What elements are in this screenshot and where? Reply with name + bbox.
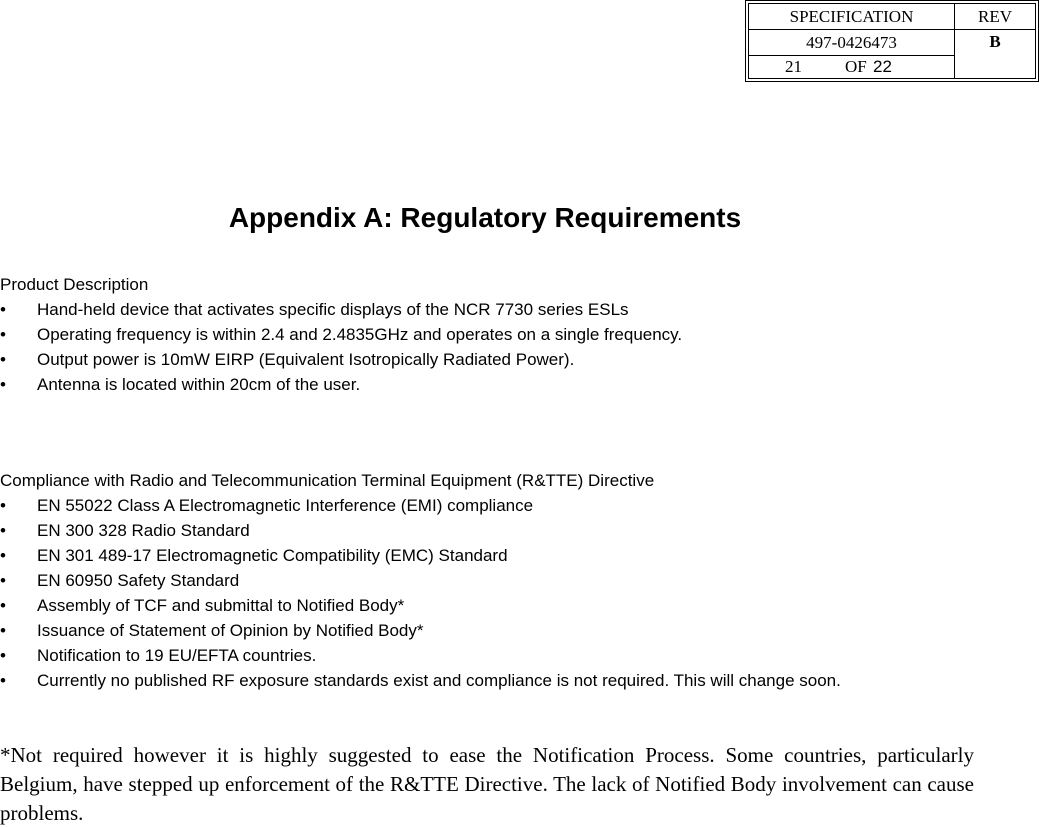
list-item-text: Notification to 19 EU/EFTA countries. (37, 646, 317, 665)
list-item (0, 643, 1000, 668)
list-item-text: Output power is 10mW EIRP (Equivalent Isotropically Radiated Power). (37, 350, 575, 369)
list-item-text: Currently no published RF exposure standards exist and compliance is not required. This will change soon. (37, 671, 841, 690)
product-description-heading: Product Description (0, 275, 149, 294)
list-item (0, 593, 1000, 618)
compliance-heading: Compliance with Radio and Telecommunication Terminal Equipment (R&TTE) Directive (0, 471, 655, 490)
list-item-text: Hand-held device that activates specific displays of the NCR 7730 series ESLs (37, 300, 629, 319)
spec-number: 497-0426473 (749, 30, 955, 56)
list-item (0, 618, 1000, 643)
list-item (0, 518, 1000, 543)
bullet-icon: • (0, 571, 6, 590)
bullet-icon: • (0, 375, 6, 394)
page-title: Appendix A: Regulatory Requirements (228, 202, 742, 233)
compliance-list (0, 493, 1000, 692)
list-item (0, 347, 1000, 372)
list-item (0, 568, 1000, 593)
list-item (0, 372, 1000, 397)
page-total: 22 (873, 57, 892, 76)
list-item-text: EN 60950 Safety Standard (37, 571, 240, 590)
product-description-section (0, 272, 1000, 397)
bullet-icon: • (0, 496, 6, 515)
rev-value: B (989, 32, 1001, 51)
specification-table (748, 3, 1036, 79)
page-indicator (749, 56, 955, 78)
list-item-text: EN 55022 Class A Electromagnetic Interference (EMI) compliance (37, 496, 534, 515)
footnote: *Not required however it is highly suggested to ease the Notification Process. Some countries, particularly Belgium, have stepped up enforcement of the R&TTE Directive. The lack of Notified Body involvement can cause problems. (0, 743, 974, 825)
bullet-icon: • (0, 350, 6, 369)
bullet-icon: • (0, 621, 6, 640)
list-item-text: Operating frequency is within 2.4 and 2.4835GHz and operates on a single frequency. (37, 325, 683, 344)
list-item-text: Issuance of Statement of Opinion by Notified Body* (37, 621, 424, 640)
list-item (0, 493, 1000, 518)
compliance-section (0, 468, 1000, 692)
bullet-icon: • (0, 521, 6, 540)
bullet-icon: • (0, 596, 6, 615)
rev-label: REV (955, 4, 1035, 30)
list-item (0, 543, 1000, 568)
page-of-label: OF (845, 57, 867, 76)
product-description-list (0, 297, 1000, 397)
list-item-text: EN 301 489-17 Electromagnetic Compatibility (EMC) Standard (37, 546, 508, 565)
list-item (0, 322, 1000, 347)
bullet-icon: • (0, 325, 6, 344)
page-number: 21 (785, 57, 802, 76)
list-item-text: Assembly of TCF and submittal to Notified Body* (37, 596, 405, 615)
bullet-icon: • (0, 671, 6, 690)
list-item-text: Antenna is located within 20cm of the user. (37, 375, 361, 394)
specification-block (745, 0, 1039, 82)
bullet-icon: • (0, 546, 6, 565)
list-item (0, 297, 1000, 322)
bullet-icon: • (0, 646, 6, 665)
bullet-icon: • (0, 300, 6, 319)
list-item-text: EN 300 328 Radio Standard (37, 521, 250, 540)
specification-label: SPECIFICATION (749, 4, 955, 30)
list-item (0, 668, 967, 692)
